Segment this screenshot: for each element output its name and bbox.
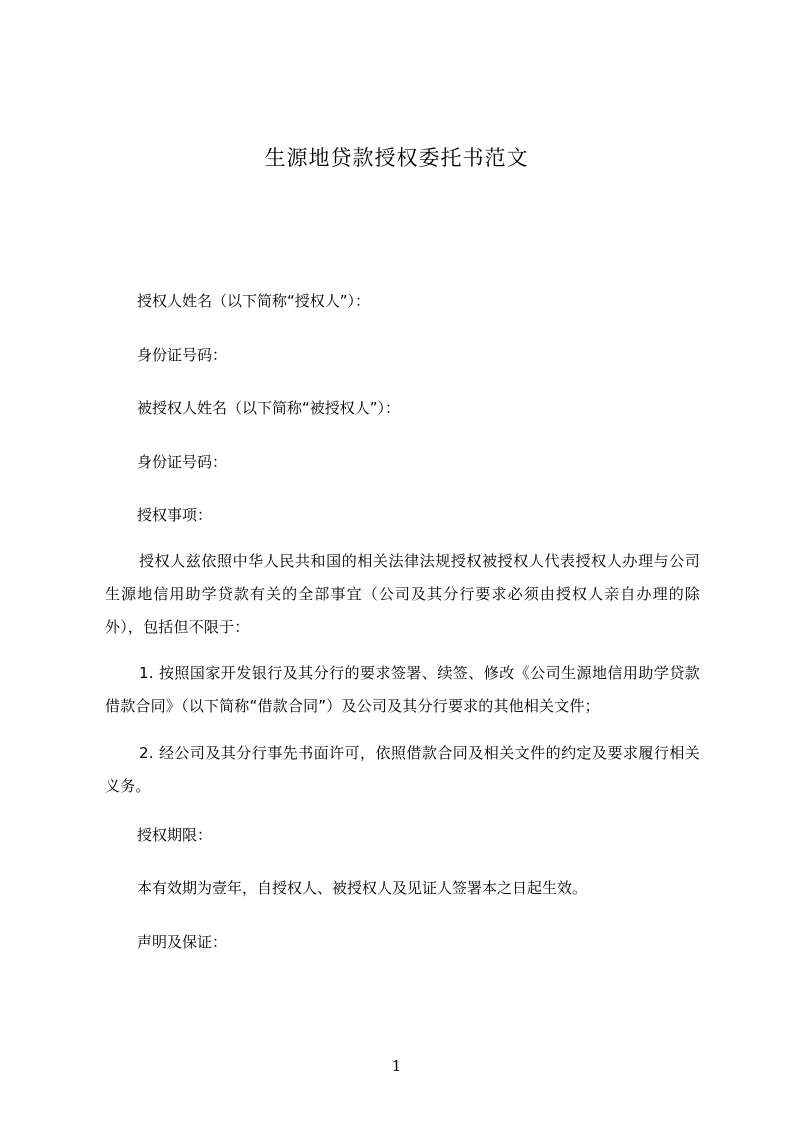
grantee-name-line: 被授权人姓名（以下简称“被授权人”）： bbox=[137, 399, 401, 417]
page-number: 1 bbox=[391, 1057, 402, 1075]
period-text: 本有效期为壹年，自授权人、被授权人及见证人签署本之日起生效。 bbox=[137, 879, 588, 897]
authorization-scope-paragraph: 授权人兹依照中华人民共和国的相关法律法规授权被授权人代表授权人办理与公司生源地信用助学贷款有关的全部事宜（公司及其分行要求必须由授权人亲自办理的除外），包括但不限于： bbox=[105, 552, 700, 636]
period-heading: 授权期限： bbox=[137, 826, 213, 844]
grantee-id-line: 身份证号码： bbox=[137, 453, 228, 471]
statement-heading: 声明及保证： bbox=[137, 933, 228, 951]
grantor-id-line: 身份证号码： bbox=[137, 346, 228, 364]
document-title: 生源地贷款授权委托书范文 bbox=[264, 146, 529, 170]
matters-heading: 授权事项： bbox=[137, 506, 213, 524]
grantor-name-line: 授权人姓名（以下简称“授权人”）： bbox=[137, 292, 371, 310]
authorization-item-1: 1. 按照国家开发银行及其分行的要求签署、续签、修改《公司生源地信用助学贷款借款合同》（以下简称“借款合同”）及公司及其分行要求的其他相关文件； bbox=[105, 664, 700, 715]
authorization-item-2: 2. 经公司及其分行事先书面许可，依照借款合同及相关文件的约定及要求履行相关义务。 bbox=[105, 744, 700, 795]
